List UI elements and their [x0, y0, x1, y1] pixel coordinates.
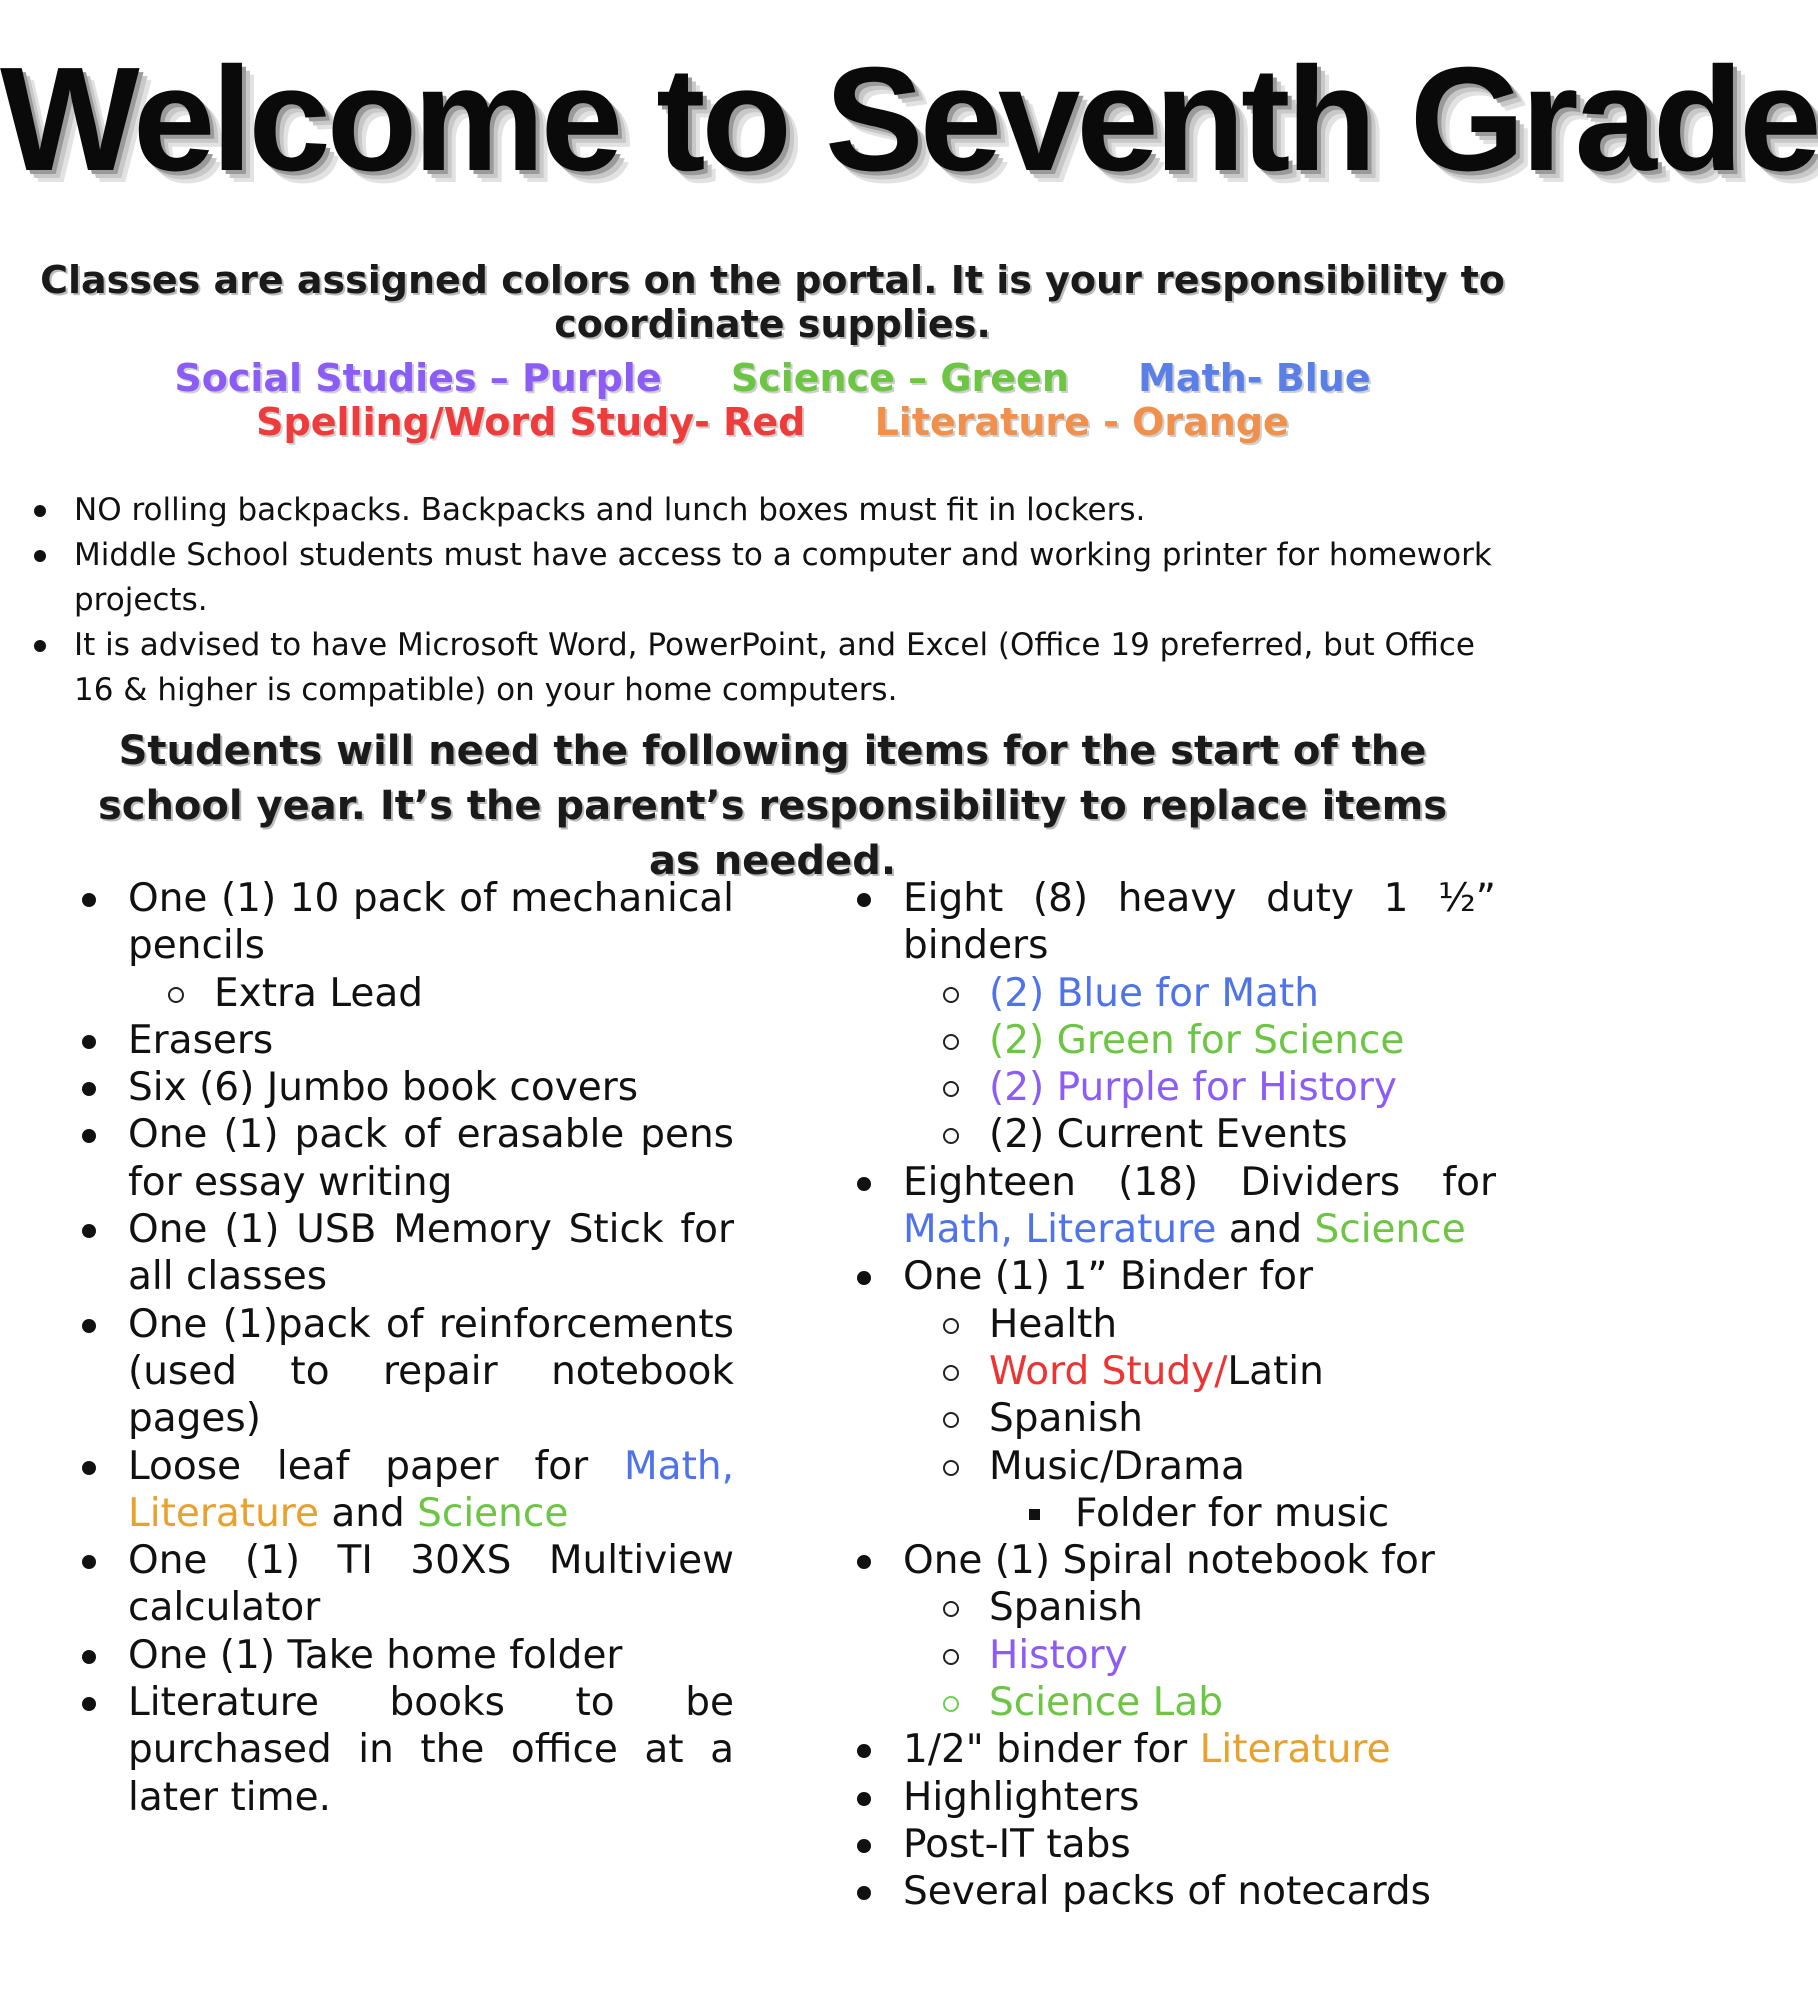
math-label: Math, — [624, 1443, 734, 1489]
list-item-one-inch-binder — [853, 1253, 1496, 1537]
sub-item-binder-history: (2) Purple for History — [903, 1064, 1496, 1111]
word-study-label: Word Study/ — [989, 1348, 1228, 1394]
sub-item-health: Health — [903, 1301, 1496, 1348]
list-item-pencils — [78, 875, 734, 1017]
list-item-pens: One (1) pack of erasable pens for essay writing — [78, 1111, 734, 1206]
sub-item-binder-current-events: (2) Current Events — [903, 1111, 1496, 1158]
list-item-highlighters: Highlighters — [853, 1774, 1496, 1821]
item-text: Music/Drama — [989, 1443, 1245, 1489]
item-text: 1/2" binder for — [903, 1727, 1200, 1773]
color-key-literature: Literature - Orange — [874, 400, 1289, 444]
color-key-row-1 — [0, 356, 1545, 400]
item-text: One (1) 1” Binder for — [903, 1254, 1313, 1300]
intro-text: Classes are assigned colors on the portal. It is your responsibility to coordinate supplies. — [40, 258, 1505, 346]
latin-label: Latin — [1227, 1348, 1324, 1394]
sub-item-spiral-history: History — [903, 1632, 1496, 1679]
math-literature-label: Math, Literature — [903, 1207, 1217, 1253]
color-key-spelling: Spelling/Word Study- Red — [256, 400, 806, 444]
list-item-literature-books: Literature books to be purchased in the office at a later time. — [78, 1679, 734, 1821]
list-item-take-home-folder: One (1) Take home folder — [78, 1632, 734, 1679]
list-item-half-inch-binder — [853, 1726, 1496, 1773]
science-label: Science — [1314, 1207, 1466, 1253]
list-item-reinforcements: One (1)pack of reinforcements (used to repair notebook pages) — [78, 1301, 734, 1443]
list-item-erasers: Erasers — [78, 1017, 734, 1064]
sub-item-spiral-science-lab: Science Lab — [903, 1679, 1496, 1726]
color-key-row-2 — [0, 400, 1545, 444]
list-item-post-it-tabs: Post-IT tabs — [853, 1821, 1496, 1868]
item-text: Eight (8) heavy duty 1 ½” binders — [903, 876, 1496, 969]
list-item-dividers — [853, 1159, 1496, 1254]
sub-item-extra-lead: Extra Lead — [128, 970, 734, 1017]
rule-item: NO rolling backpacks. Backpacks and lunch boxes must fit in lockers. — [30, 488, 1510, 533]
list-item-spiral-notebook — [853, 1537, 1496, 1726]
supply-list-right — [853, 875, 1496, 1916]
list-item-book-covers: Six (6) Jumbo book covers — [78, 1064, 734, 1111]
item-text: Eighteen (18) Dividers for — [903, 1159, 1496, 1205]
sub-item-binder-science: (2) Green for Science — [903, 1017, 1496, 1064]
literature-label: Literature — [128, 1490, 319, 1536]
color-key-social-studies: Social Studies – Purple — [174, 356, 662, 400]
color-key-math: Math- Blue — [1138, 356, 1371, 400]
sub-item-spiral-spanish: Spanish — [903, 1584, 1496, 1631]
item-text: One (1) Spiral notebook for — [903, 1538, 1435, 1584]
sub-item-spanish: Spanish — [903, 1395, 1496, 1442]
supplies-heading: Students will need the following items for the start of the school year. It’s the parent’s responsibility to replace items as needed. — [97, 728, 1448, 884]
list-item-calculator: One (1) TI 30XS Multiview calculator — [78, 1537, 734, 1632]
list-item-usb: One (1) USB Memory Stick for all classes — [78, 1206, 734, 1301]
item-text: and — [318, 1490, 418, 1536]
sub-item-music-drama — [903, 1443, 1496, 1538]
sub-sub-item-music-folder: Folder for music — [989, 1490, 1496, 1537]
rule-item: It is advised to have Microsoft Word, PowerPoint, and Excel (Office 19 preferred, but Office 16 & higher is compatible) on your home computers. — [30, 623, 1510, 713]
supply-list-left — [78, 875, 734, 1821]
list-item-loose-leaf — [78, 1443, 734, 1538]
list-item-notecards: Several packs of notecards — [853, 1868, 1496, 1915]
item-text: Loose leaf paper for — [128, 1443, 625, 1489]
rules-list — [30, 488, 1510, 713]
literature-label: Literature — [1199, 1727, 1391, 1773]
page-title: Welcome to Seventh Grade — [0, 37, 1818, 202]
science-label: Science — [417, 1490, 569, 1536]
rule-item: Middle School students must have access to a computer and working printer for homework projects. — [30, 533, 1510, 623]
color-key-science: Science – Green — [730, 356, 1069, 400]
sub-item-binder-math: (2) Blue for Math — [903, 970, 1496, 1017]
sub-item-word-study-latin — [903, 1348, 1496, 1395]
list-item-binders — [853, 875, 1496, 1159]
item-text: One (1) 10 pack of mechanical pencils — [128, 876, 734, 969]
item-text: and — [1216, 1207, 1315, 1253]
